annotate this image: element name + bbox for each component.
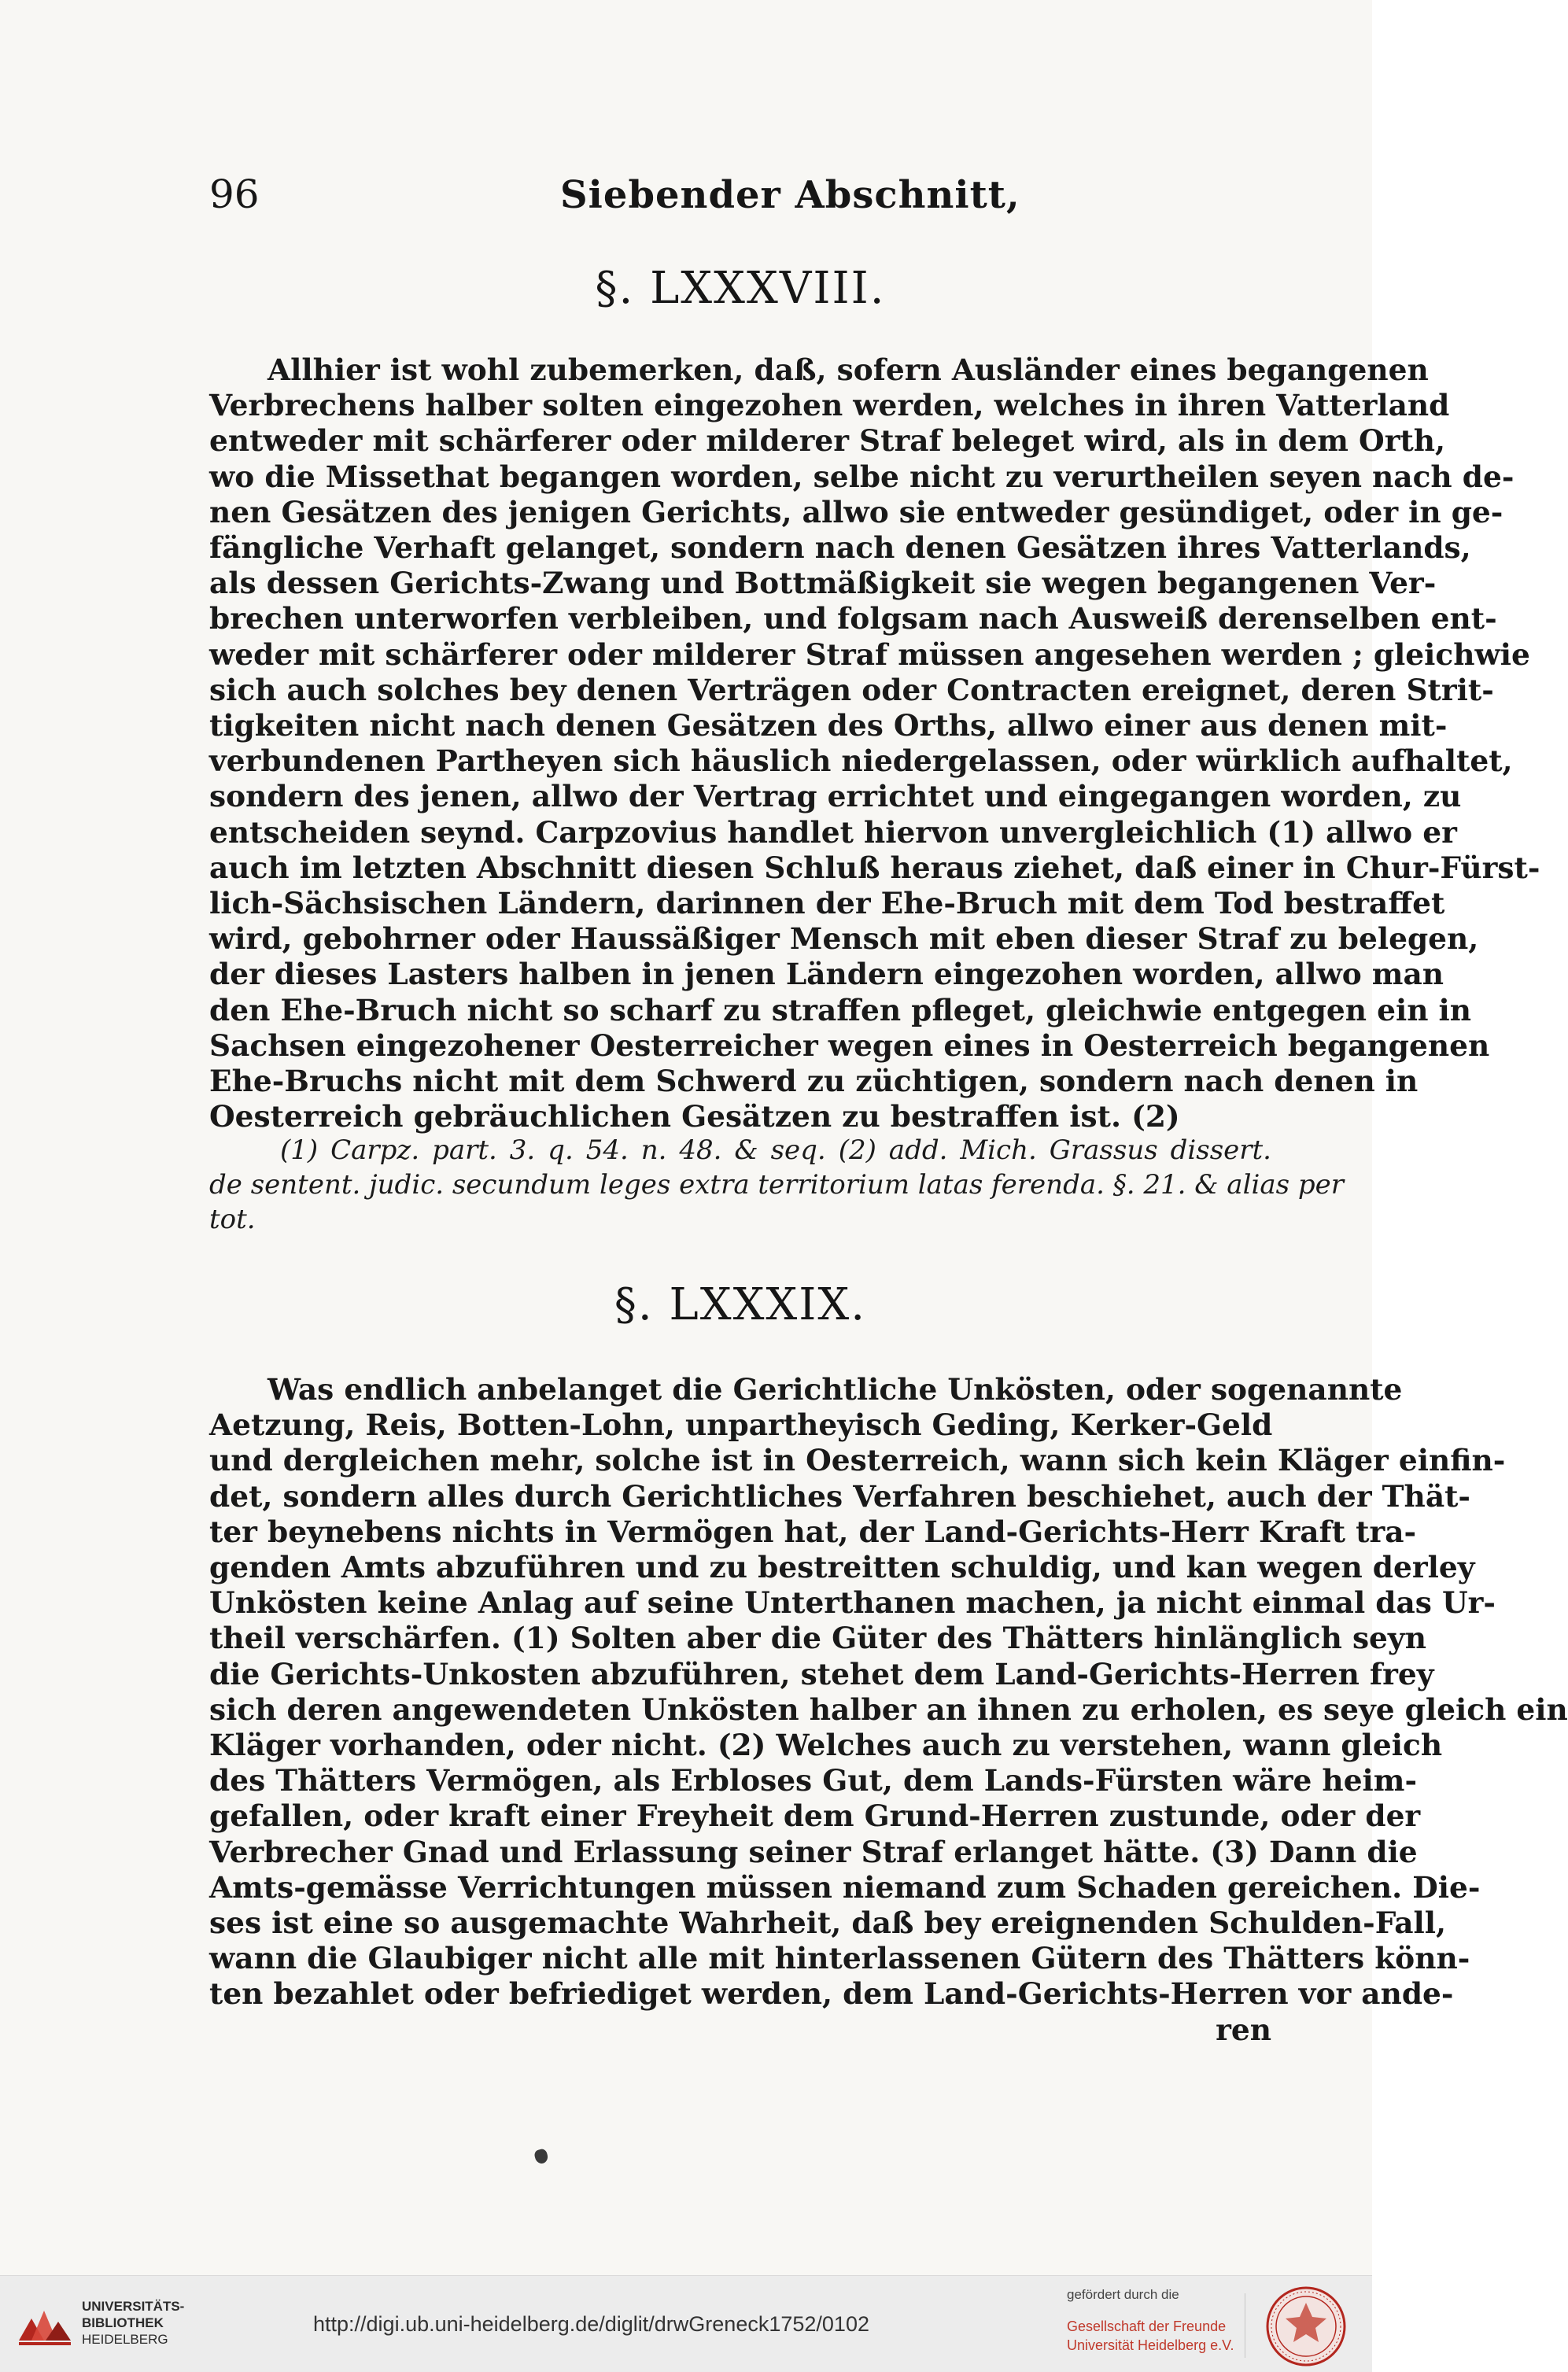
text-line: gefallen, oder kraft einer Freyheit dem Grund-Herren zustunde, oder der (209, 1798, 1421, 1834)
page-header (209, 172, 1271, 234)
library-name (82, 2298, 184, 2348)
text-line: Verbrecher Gnad und Erlassung seiner Straf erlanget hätte. (3) Dann die (209, 1834, 1418, 1869)
sponsor-name-line: Gesellschaft der Freunde (1067, 2319, 1227, 2334)
text-line: Ehe-Bruchs nicht mit dem Schwerd zu züchtigen, sondern nach denen in (209, 1064, 1419, 1099)
text-line: Aetzung, Reis, Botten-Lohn, unpartheyisch Geding, Kerker-Geld (209, 1407, 1273, 1443)
text-line: sondern des jenen, allwo der Vertrag errichtet und eingegangen worden, zu (209, 779, 1462, 814)
text-line: sich auch solches bey denen Verträgen oder Contracten ereignet, deren Strit- (209, 672, 1494, 707)
text-line: den Ehe-Bruch nicht so scharf zu straffen pfleget, gleichwie entgegen ein in (209, 992, 1472, 1027)
sponsor-name-line: Universität Heidelberg e.V. (1067, 2337, 1234, 2353)
university-seal-icon (1265, 2285, 1347, 2367)
permalink-url[interactable]: http://digi.ub.uni-heidelberg.de/diglit/drwGreneck1752/0102 (313, 2312, 869, 2336)
text-line: Amts-gemässe Verrichtungen müssen niemand zum Schaden gereichen. Die- (209, 1869, 1481, 1905)
text-line: wann die Glaubiger nicht alle mit hinterlassenen Gütern des Thätters könn- (209, 1941, 1470, 1976)
text-line: wird, gebohrner oder Haussäßiger Mensch mit eben dieser Straf zu belegen, (209, 921, 1479, 957)
section-88-footnotes (209, 1133, 1344, 1237)
text-line: entweder mit schärferer oder milderer Straf beleget wird, als in dem Orth, (209, 423, 1446, 459)
viewer-footer (0, 2275, 1372, 2372)
text-line: Was endlich anbelanget die Gerichtliche Unkösten, oder sogenannte (267, 1372, 1403, 1407)
running-head: Siebender Abschnitt, (560, 173, 1020, 217)
text-line: genden Amts abzuführen und zu bestreitten schuldig, und kan wegen derley (209, 1550, 1475, 1585)
library-name-line: UNIVERSITÄTS- (82, 2299, 185, 2314)
text-line: nen Gesätzen des jenigen Gerichts, allwo sie entweder gesündiget, oder in ge- (209, 494, 1503, 529)
text-line: entscheiden seynd. Carpzovius handlet hiervon unvergleichlich (1) allwo er (209, 814, 1457, 850)
section-89-body (209, 1372, 1568, 2048)
library-name-line: BIBLIOTHEK (82, 2315, 164, 2330)
text-line: als dessen Gerichts-Zwang und Bottmäßigkeit sie wegen begangenen Ver- (209, 566, 1437, 601)
section-88-body (209, 352, 1540, 1134)
text-line: Kläger vorhanden, oder nicht. (2) Welches auch zu verstehen, wann gleich (209, 1728, 1443, 1763)
text-line: die Gerichts-Unkosten abzuführen, stehet dem Land-Gerichts-Herren frey (209, 1656, 1434, 1691)
footnote-line: tot. (209, 1204, 256, 1235)
text-line: und dergleichen mehr, solche ist in Oesterreich, wann sich kein Kläger einfin- (209, 1443, 1506, 1478)
text-line: wo die Missethat begangen worden, selbe nicht zu verurtheilen seyen nach de- (209, 459, 1515, 494)
text-line: fängliche Verhaft gelanget, sondern nach denen Gesätzen ihres Vatterlands, (209, 530, 1471, 566)
text-line: verbundenen Partheyen sich häuslich niedergelassen, oder würklich aufhaltet, (209, 743, 1513, 779)
text-line: ten bezahlet oder befriediget werden, dem Land-Gerichts-Herren vor ande- (209, 1976, 1454, 2012)
sponsor-name (1067, 2317, 1234, 2355)
text-line: Allhier ist wohl zubemerken, daß, sofern Ausländer eines begangenen (267, 352, 1429, 387)
text-line: Sachsen eingezohener Oesterreicher wegen eines in Oesterreich begangenen (209, 1027, 1490, 1063)
footnote-line: de sentent. judic. secundum leges extra territorium latas ferenda. §. 21. & alias per (209, 1169, 1344, 1201)
library-logo-icon (14, 2295, 76, 2356)
text-line: ter beynebens nichts in Vermögen hat, der Land-Gerichts-Herr Kraft tra- (209, 1514, 1417, 1549)
text-line: auch im letzten Abschnitt diesen Schluß heraus ziehet, daß einer in Chur-Fürst- (209, 850, 1540, 885)
text-line: Unkösten keine Anlag auf seine Unterthanen machen, ja nicht einmal das Ur- (209, 1585, 1496, 1621)
page-number: 96 (209, 172, 260, 217)
text-line: theil verschärfen. (1) Solten aber die Güter des Thätters hinlänglich seyn (209, 1621, 1426, 1656)
library-name-line: HEIDELBERG (82, 2332, 168, 2347)
text-line: ses ist eine so ausgemachte Wahrheit, daß bey ereignenden Schulden-Fall, (209, 1905, 1447, 1941)
text-line: brechen unterworfen verbleiben, und folgsam nach Ausweiß derenselben ent- (209, 601, 1497, 636)
text-line: der dieses Lasters halben in jenen Ländern eingezohen worden, allwo man (209, 957, 1444, 992)
catchword: ren (1216, 2012, 1271, 2047)
text-line: tigkeiten nicht nach denen Gesätzen des Orths, allwo einer aus denen mit- (209, 708, 1448, 743)
text-line: det, sondern alles durch Gerichtliches Verfahren beschiehet, auch der Thät- (209, 1478, 1470, 1514)
section-heading-88: §. LXXXVIII. (595, 263, 886, 314)
ink-blot (533, 2148, 549, 2165)
section-heading-89: §. LXXXIX. (614, 1279, 867, 1330)
text-line: Oesterreich gebräuchlichen Gesätzen zu bestraffen ist. (2) (209, 1099, 1180, 1134)
sponsor-label: gefördert durch die (1067, 2287, 1179, 2302)
footnote-line: (1) Carpz. part. 3. q. 54. n. 48. & seq. (2) add. Mich. Grassus dissert. (280, 1134, 1271, 1166)
text-line: sich deren angewendeten Unkösten halber an ihnen zu erholen, es seye gleich ein (209, 1691, 1568, 1727)
text-line: Verbrechens halber solten eingezohen werden, welches in ihren Vatterland (209, 388, 1450, 423)
text-line: lich-Sächsischen Ländern, darinnen der Ehe-Bruch mit dem Tod bestraffet (209, 886, 1445, 921)
text-line: des Thätters Vermögen, als Erbloses Gut, dem Lands-Fürsten wäre heim- (209, 1763, 1418, 1798)
text-line: weder mit schärferer oder milderer Straf müssen angesehen werden ; gleichwie (209, 636, 1530, 672)
